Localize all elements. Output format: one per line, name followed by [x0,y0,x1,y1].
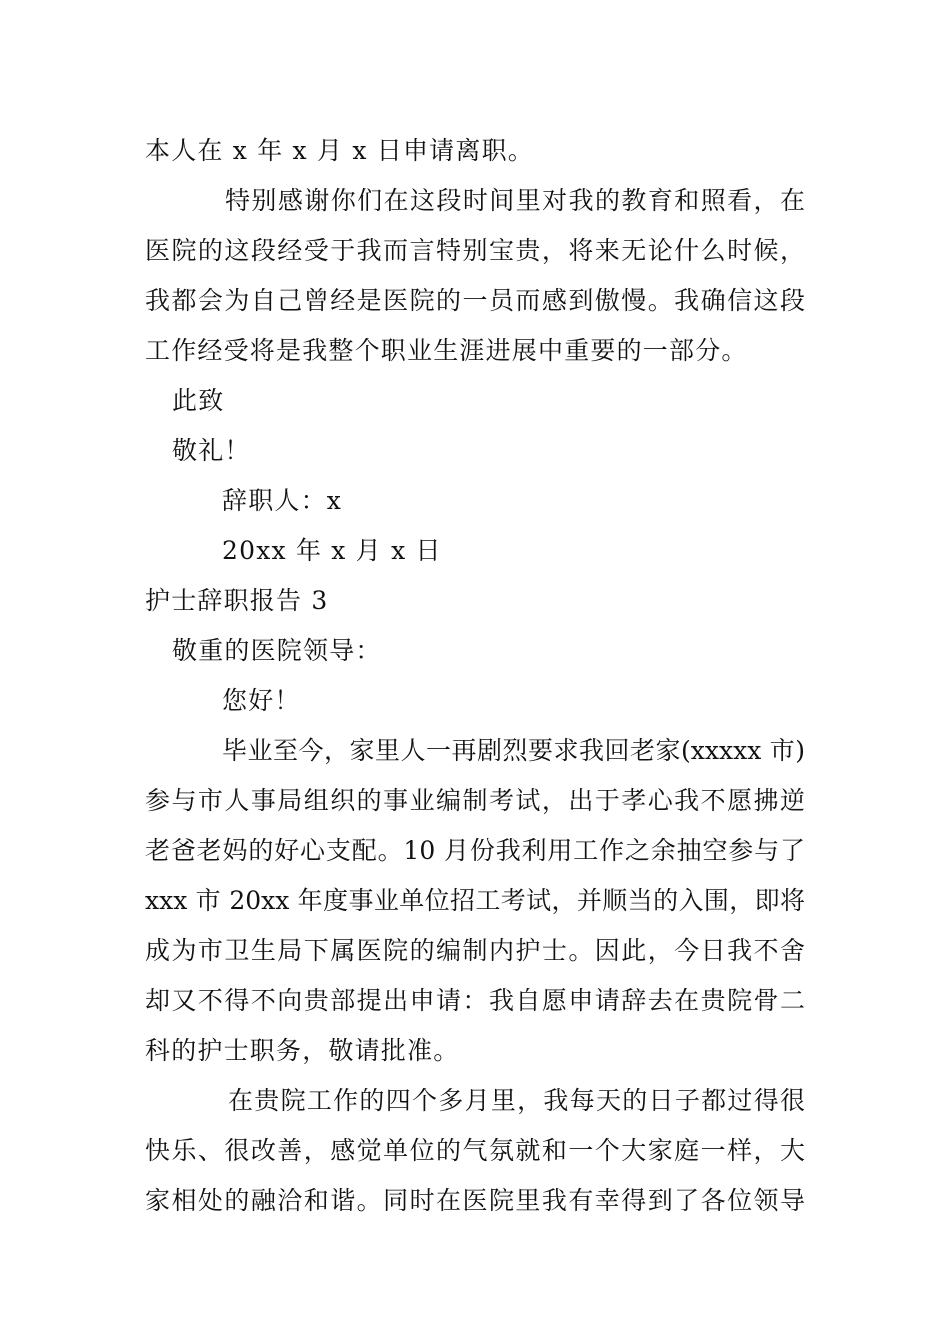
text-line: 却又不得不向贵部提出申请：我自愿申请辞去在贵院骨二 [145,986,805,1015]
text-line: 老爸老妈的好心支配。10 月份我利用工作之余抽空参与了 [145,836,805,865]
text-line: 毕业至今，家里人一再剧烈要求我回老家(xxxxx 市) [222,736,805,765]
text-line: 成为市卫生局下属医院的编制内护士。因此，今日我不舍 [145,936,805,965]
text-line: 参与市人事局组织的事业编制考试，出于孝心我不愿拂逆 [145,786,805,815]
signature-line: 辞职人：x [222,486,343,515]
date-line: 20xx 年 x 月 x 日 [222,536,442,565]
salutation: 敬重的医院领导： [172,636,382,665]
closing-line: 敬礼！ [172,436,251,465]
section-title: 护士辞职报告 3 [145,586,329,615]
text-line: 快乐、很改善，感觉单位的气氛就和一个大家庭一样，大 [145,1136,805,1165]
closing-line: 此致 [172,386,225,415]
text-line: 特别感谢你们在这段时间里对我的教育和照看，在 [225,186,805,215]
text-line: 在贵院工作的四个多月里，我每天的日子都过得很 [228,1086,805,1115]
text-line: 家相处的融洽和谐。同时在医院里我有幸得到了各位领导 [145,1186,805,1215]
text-line: 我都会为自己曾经是医院的一员而感到傲慢。我确信这段 [145,286,805,315]
text-line: 本人在 x 年 x 月 x 日申请离职。 [145,136,534,165]
greeting: 您好！ [222,686,301,715]
text-line: xxx 市 20xx 年度事业单位招工考试，并顺当的入围，即将 [145,886,805,915]
text-line: 医院的这段经受于我而言特别宝贵，将来无论什么时候， [145,236,805,265]
text-line: 工作经受将是我整个职业生涯进展中重要的一部分。 [145,336,748,365]
text-line: 科的护士职务，敬请批准。 [145,1036,460,1065]
